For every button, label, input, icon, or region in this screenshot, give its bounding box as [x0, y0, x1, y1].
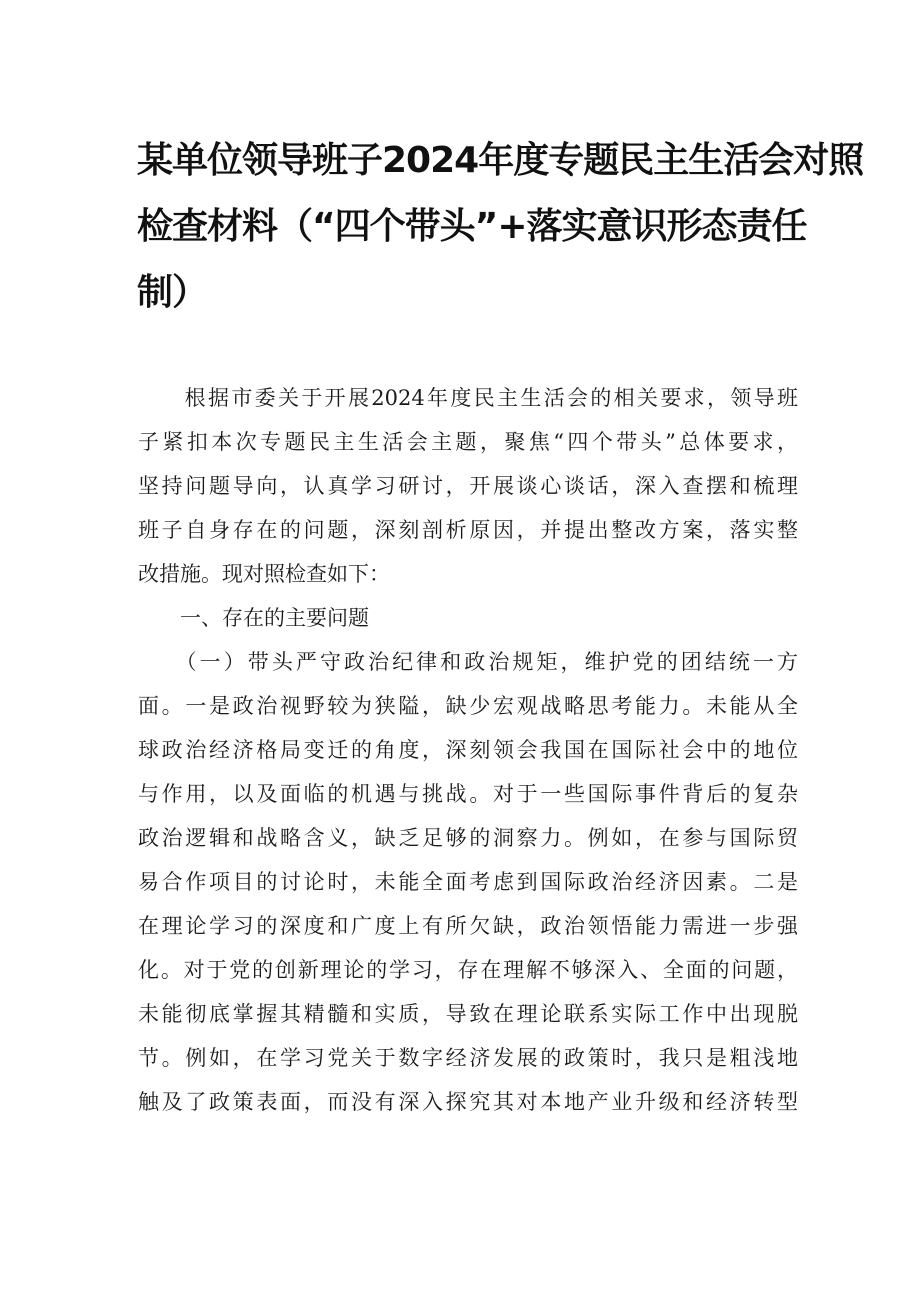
section1-line: （一）带头严守政治纪律和政治规矩，维护党的团结统一方 [138, 650, 798, 674]
intro-line: 改措施。现对照检查如下： [138, 562, 390, 586]
title-line-2: 检查材料（“四个带头”+落实意识形态责任 [137, 206, 807, 247]
section1-line: 在理论学习的深度和广度上有所欠缺，政治领悟能力需进一步强 [138, 914, 798, 938]
document-body [138, 376, 798, 1124]
section1-line: 化。对于党的创新理论的学习，存在理解不够深入、全面的问题， [138, 958, 798, 982]
section1-line: 面。一是政治视野较为狭隘，缺少宏观战略思考能力。未能从全 [138, 694, 798, 718]
title-line-1: 某单位领导班子2024年度专题民主生活会对照 [137, 140, 864, 181]
section1-line: 与作用，以及面临的机遇与挑战。对于一些国际事件背后的复杂 [138, 782, 798, 806]
document-title [137, 128, 864, 326]
section1-line: 政治逻辑和战略含义，缺乏足够的洞察力。例如，在参与国际贸 [138, 826, 798, 850]
intro-line: 坚持问题导向，认真学习研讨，开展谈心谈话，深入查摆和梳理 [138, 474, 798, 498]
title-line-3: 制） [137, 272, 208, 313]
intro-line: 子紧扣本次专题民主生活会主题，聚焦“四个带头”总体要求， [138, 430, 798, 454]
intro-line: 根据市委关于开展2024年度民主生活会的相关要求，领导班 [138, 386, 798, 410]
section1-line: 未能彻底掌握其精髓和实质，导致在理论联系实际工作中出现脱 [138, 1002, 798, 1026]
section1-line: 易合作项目的讨论时，未能全面考虑到国际政治经济因素。二是 [138, 870, 798, 894]
section1-line: 节。例如，在学习党关于数字经济发展的政策时，我只是粗浅地 [138, 1046, 798, 1070]
intro-line: 班子自身存在的问题，深刻剖析原因，并提出整改方案，落实整 [138, 518, 798, 542]
section1-line: 球政治经济格局变迁的角度，深刻领会我国在国际社会中的地位 [138, 738, 798, 762]
section-heading: 一、存在的主要问题 [180, 606, 369, 630]
section1-line: 触及了政策表面，而没有深入探究其对本地产业升级和经济转型 [138, 1090, 798, 1114]
